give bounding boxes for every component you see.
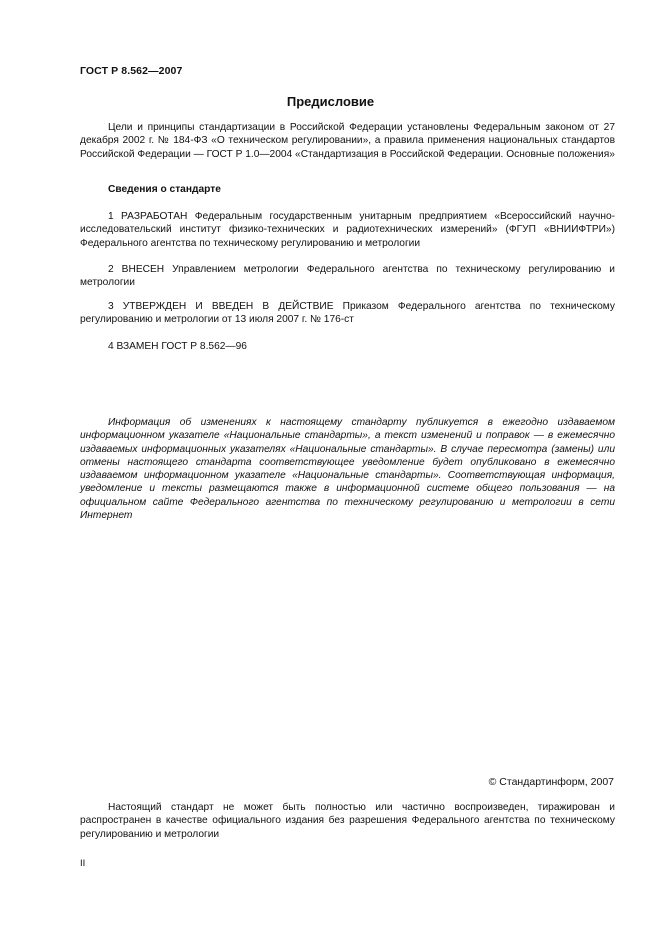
info-notice: Информация об изменениях к настоящему стандарту публикуется в ежегодно издаваемом информационном указателе «Национальные стандарты», а текст изменений и поправок — в ежемесячно издаваемых информационных указателях «Национальные стандарты». В случае пересмотра (замены) или отмены настоящего стандарта соответствующее уведомление будет опубликовано в ежемесячно издаваемом информационном указателе «Национальные стандарты». Соответствующая информация, уведомление и тексты размещаются также в информационной системе общего пользования — на официальном сайте Федерального агентства по техническому регулированию и метрологии в сети Интернет (80, 417, 615, 522)
reproduction-notice: Настоящий стандарт не может быть полностью или частично воспроизведен, тиражирован и распространен в качестве официального издания без разрешения Федерального агентства по техническому регулированию и метрологии (80, 802, 615, 840)
copyright: © Стандартинформ, 2007 (488, 776, 614, 788)
standard-item-3: 3 УТВЕРЖДЕН И ВВЕДЕН В ДЕЙСТВИЕ Приказом Федерального агентства по техническому регулированию и метрологии от 13 июля 2007 г. № 176-ст (80, 301, 615, 326)
preface-title: Предисловие (286, 94, 375, 109)
document-code: ГОСТ Р 8.562—2007 (80, 65, 183, 77)
standard-item-1: 1 РАЗРАБОТАН Федеральным государственным унитарным предприятием «Всероссийский научно-исследовательский институт физико-технических и радиотехнических измерений» (ФГУП «ВНИИФТРИ») Федерального агентства по техническому регулированию и метрологии (80, 211, 615, 249)
page-number: II (80, 858, 86, 869)
standard-info-title: Сведения о стандарте (108, 184, 221, 195)
standard-item-2: 2 ВНЕСЕН Управлением метрологии Федерального агентства по техническому регулированию и метрологии (80, 264, 615, 289)
preface-intro: Цели и принципы стандартизации в Российской Федерации установлены Федеральным законом от 27 декабря 2002 г. № 184-ФЗ «О техническом регулировании», а правила применения национальных стандартов Российской Федерации — ГОСТ Р 1.0—2004 «Стандартизация в Российской Федерации. Основные положения» (80, 122, 615, 160)
standard-item-4: 4 ВЗАМЕН ГОСТ Р 8.562—96 (108, 341, 247, 352)
